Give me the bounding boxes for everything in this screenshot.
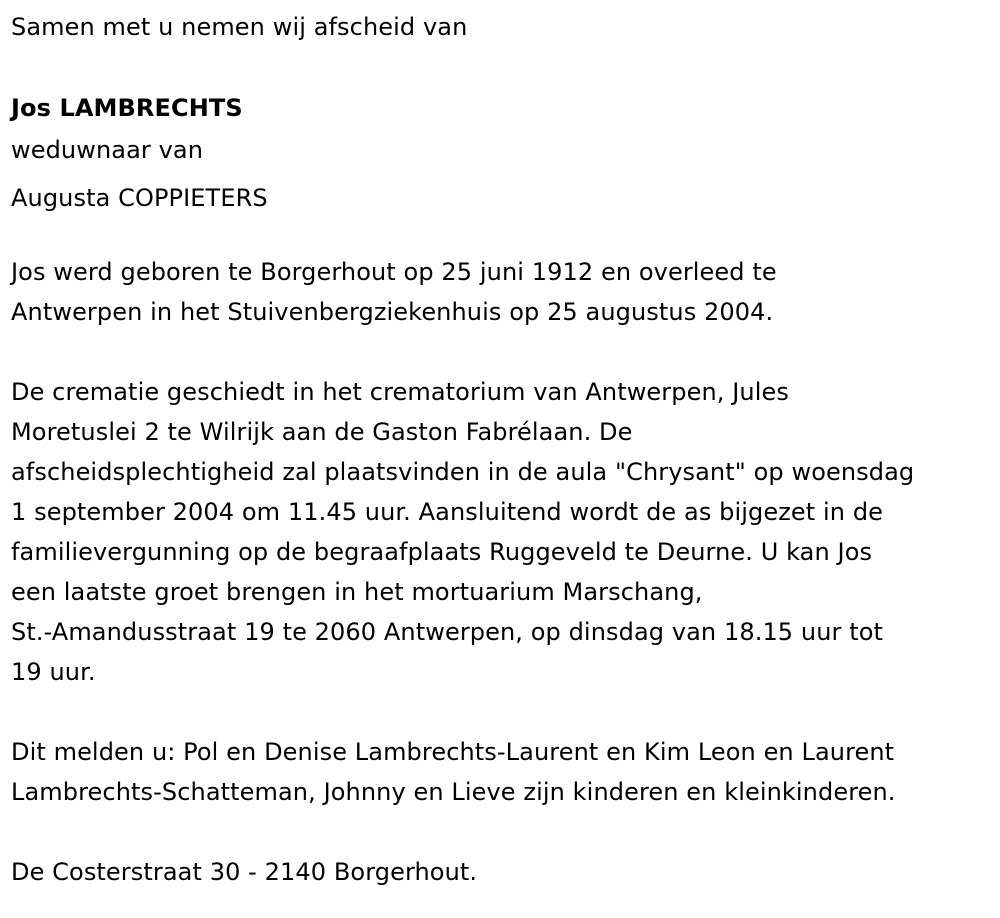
- deceased-name: Jos LAMBRECHTS: [11, 94, 243, 122]
- family-line: Dit melden u: Pol en Denise Lambrechts-Laurent en Kim Leon en Laurent: [11, 738, 895, 766]
- ceremony-line: familievergunning op de begraafplaats Ruggeveld te Deurne. U kan Jos: [11, 538, 873, 566]
- ceremony-line: 19 uur.: [11, 658, 96, 686]
- ceremony-line: een laatste groet brengen in het mortuarium Marschang,: [11, 578, 703, 606]
- intro-text: Samen met u nemen wij afscheid van: [11, 13, 468, 41]
- family-line: Lambrechts-Schatteman, Johnny en Lieve zijn kinderen en kleinkinderen.: [11, 778, 896, 806]
- family-paragraph: [11, 732, 990, 812]
- ceremony-paragraph: [11, 372, 990, 692]
- ceremony-line: De crematie geschiedt in het crematorium van Antwerpen, Jules: [11, 378, 789, 406]
- birth-death-paragraph: [11, 252, 990, 332]
- ceremony-line: St.-Amandusstraat 19 te 2060 Antwerpen, op dinsdag van 18.15 uur tot: [11, 618, 884, 646]
- birth-death-line: Jos werd geboren te Borgerhout op 25 juni 1912 en overleed te: [11, 258, 777, 286]
- ceremony-line: afscheidsplechtigheid zal plaatsvinden in de aula "Chrysant" op woensdag: [11, 458, 915, 486]
- birth-death-line: Antwerpen in het Stuivenbergziekenhuis op 25 augustus 2004.: [11, 298, 774, 326]
- address-text: De Costerstraat 30 - 2140 Borgerhout.: [11, 858, 478, 886]
- ceremony-line: Moretuslei 2 te Wilrijk aan de Gaston Fabrélaan. De: [11, 418, 633, 446]
- spouse-name: Augusta COPPIETERS: [11, 184, 268, 212]
- ceremony-line: 1 september 2004 om 11.45 uur. Aansluitend wordt de as bijgezet in de: [11, 498, 884, 526]
- relation-text: weduwnaar van: [11, 136, 204, 164]
